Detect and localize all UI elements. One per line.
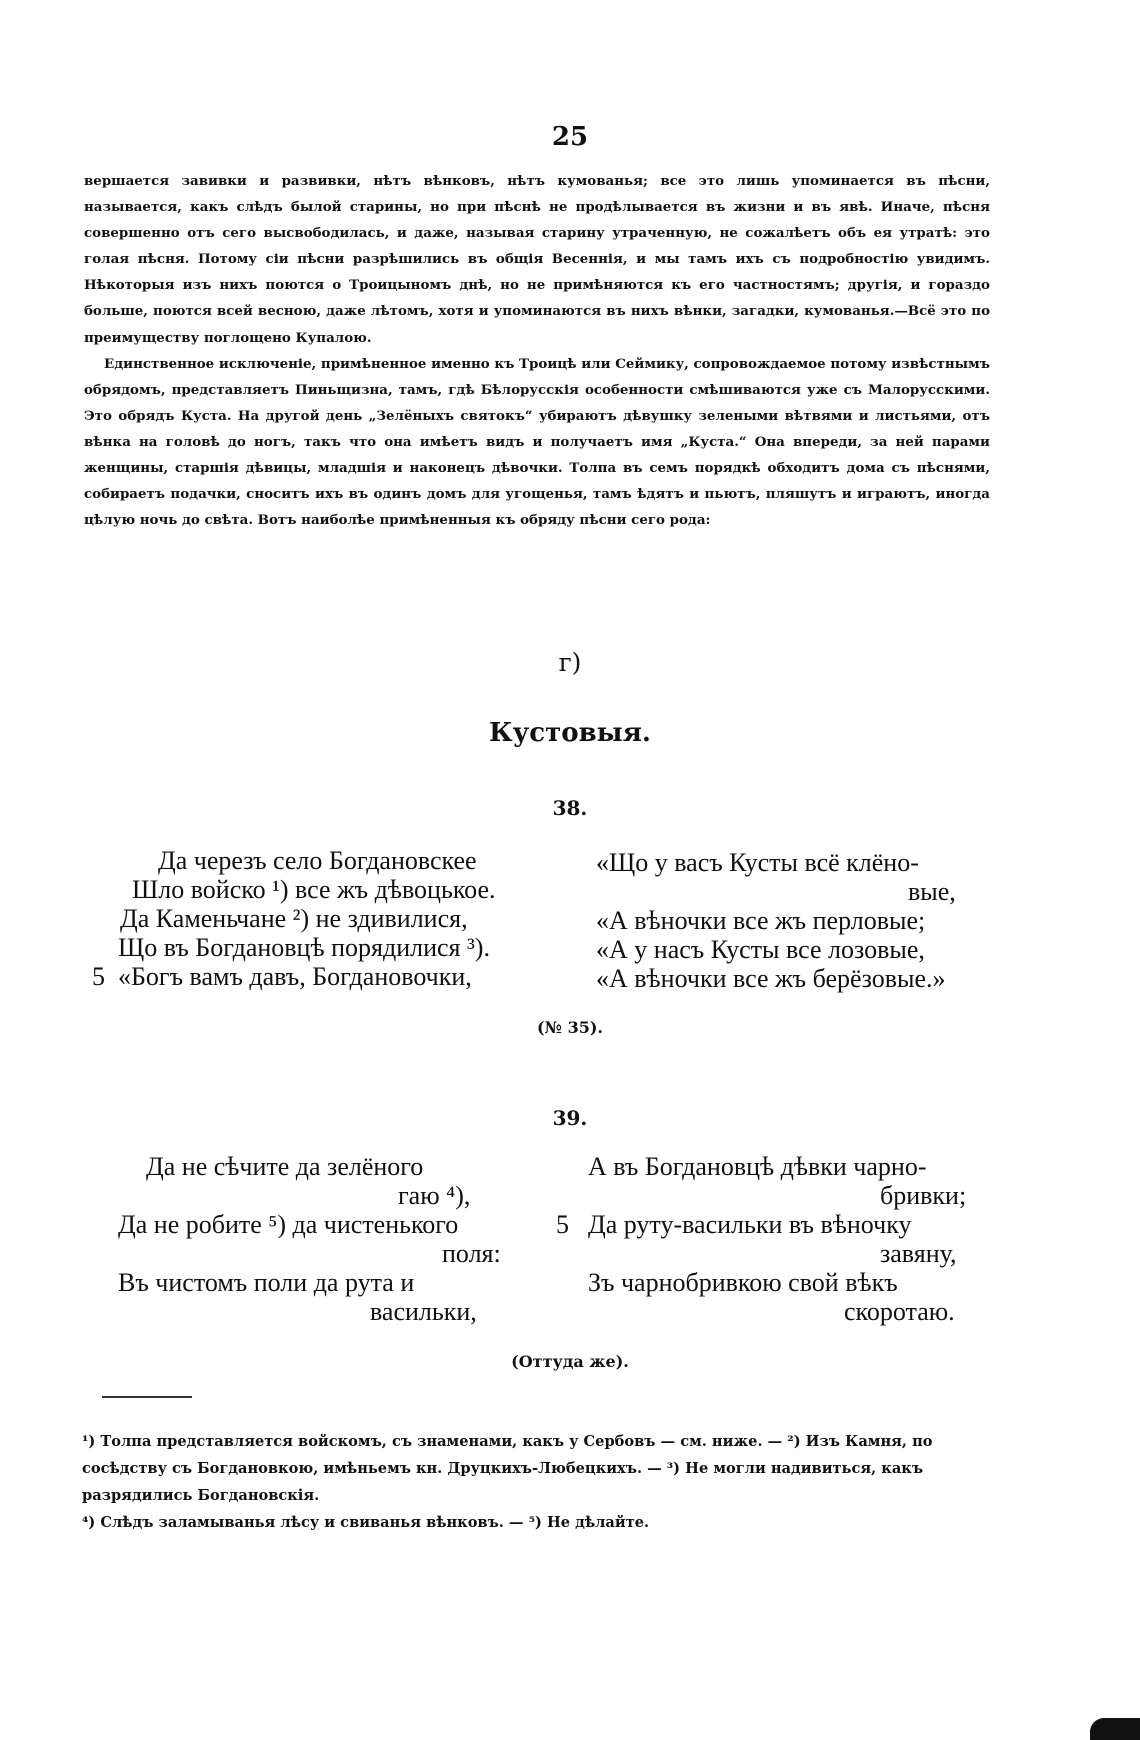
page-edge-mark (1090, 1718, 1140, 1740)
footnote-line: ¹) Толпа представляется войскомъ, съ знаменами, какъ у Сербовъ — см. ниже. — ²) Изъ Камня, по сосѣдству съ Богдановкою, имѣньемъ кн. Друцкихъ-Любецкихъ. — ³) Не могли надивиться, какъ разрядились Богдановскія. (82, 1433, 933, 1504)
song-38-source: (№ 35). (537, 1018, 603, 1037)
song-39-source: (Оттуда же). (511, 1352, 629, 1371)
footnote-line: ⁴) Слѣдъ заламыванья лѣсу и свиванья вѣнковъ. — ⁵) Не дѣлайте. (82, 1514, 650, 1531)
page-number: 25 (551, 122, 589, 152)
intro-paragraph-2: Единственное исключеніе, примѣненное именно къ Троицѣ или Сеймику, сопровождаемое потому извѣстнымъ обрядомъ, представляетъ Пиньщизна, тамъ, гдѣ Бѣлорусскія особенности смѣшиваются уже съ Малорусскими. Это обрядъ Куста. На другой день „Зелёныхъ святокъ“ убираютъ дѣвушку зелеными вѣтвями и листьями, отъ вѣнка на головѣ до ногъ, такъ что она имѣетъ видъ и получаетъ имя „Куста.“ Она впереди, за ней парами женщины, старшія дѣвицы, младшія и наконецъ дѣвочки. Толпа въ семъ порядкѣ обходитъ дома съ пѣснями, собираетъ подачки, сноситъ ихъ въ одинъ домъ для угощенья, тамъ ѣдятъ и пьютъ, пляшутъ и играютъ, иногда цѣлую ночь до свѣта. Вотъ наиболѣе примѣненныя къ обряду пѣсни сего рода: (84, 355, 990, 529)
section-letter: г) (558, 648, 582, 677)
section-title: Кустовыя. (489, 718, 651, 748)
song-38-number: 38. (552, 796, 588, 820)
intro-text (84, 168, 990, 533)
intro-paragraph-1: вершается завивки и развивки, нѣтъ вѣнковъ, нѣтъ кумованья; все это лишь упоминается въ пѣсни, называется, какъ слѣдъ былой старины, но при пѣснѣ не продѣлывается въ жизни и въ явѣ. Иначе, пѣсня совершенно отъ сего высвободилась, и даже, называя старину утраченную, не сожалѣетъ объ ея утратѣ: это голая пѣсня. Потому сіи пѣсни разрѣшились въ общія Весеннія, и мы тамъ ихъ съ подробностію увидимъ. Нѣкоторыя изъ нихъ поются о Троицыномъ днѣ, но не примѣняются къ его частностямъ; другія, и гораздо больше, поются всей весною, даже лѣтомъ, хотя и упоминаются въ нихъ вѣнки, загадки, кумованья.—Всё это по преимуществу поглощено Купалою. (84, 173, 990, 346)
footnote-divider (102, 1396, 192, 1398)
song-39-number: 39. (552, 1106, 588, 1130)
footnotes (82, 1428, 994, 1536)
